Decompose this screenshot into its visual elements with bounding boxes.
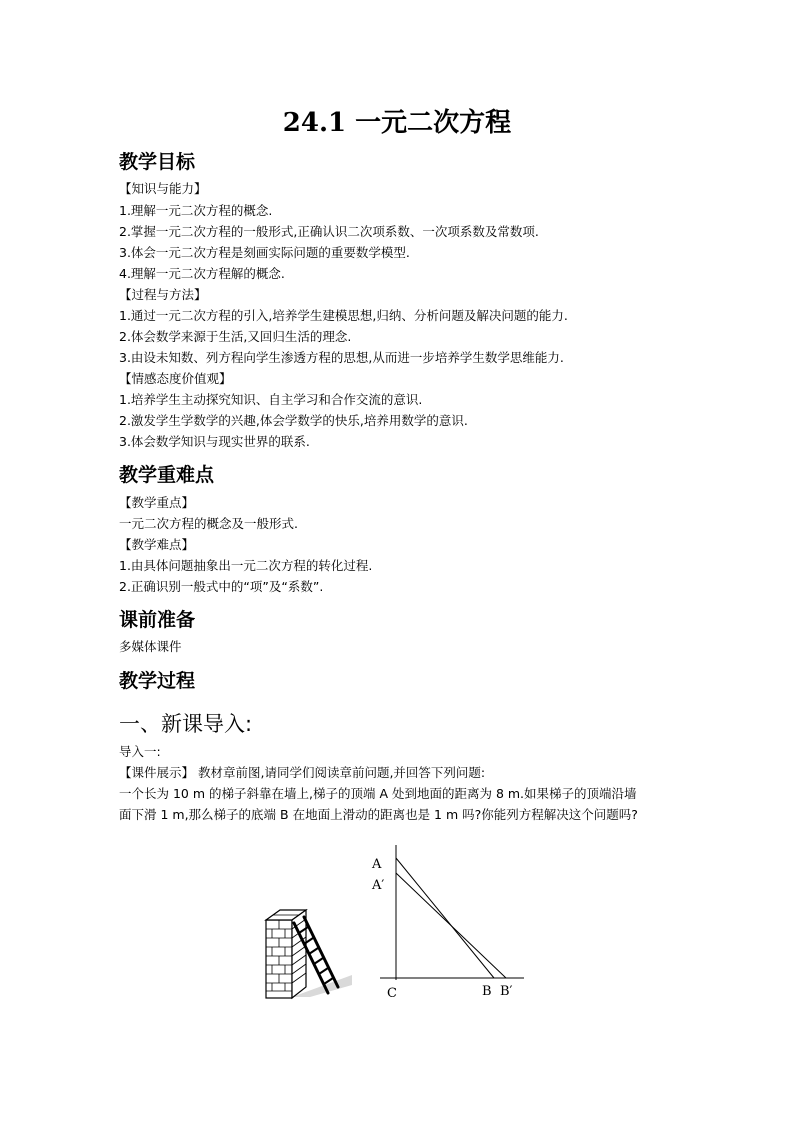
process-item: 2.体会数学来源于生活,又回归生活的理念. xyxy=(119,329,352,344)
prep-text: 多媒体课件 xyxy=(119,639,182,654)
page-title: 24.1 一元二次方程 xyxy=(282,108,512,138)
process-item: 3.由设未知数、列方程向学生渗透方程的思想,从而进一步培养学生数学思维能力. xyxy=(119,350,564,365)
new-lesson-heading: 一、新课导入: xyxy=(119,712,253,736)
knowledge-heading: 【知识与能力】 xyxy=(119,181,207,196)
problem-line: 一个长为 10 m 的梯子斜靠在墙上,梯子的顶端 A 处到地面的距离为 8 m.如果梯子的顶端沿墙 xyxy=(119,786,637,801)
difficult-heading: 【教学难点】 xyxy=(119,537,195,552)
emotion-item: 2.激发学生学数学的兴趣,体会学数学的快乐,培养用数学的意识. xyxy=(119,413,468,428)
difficult-item: 2.正确识别一般式中的“项”及“系数”. xyxy=(119,579,324,594)
ladder-figure xyxy=(250,845,550,1005)
teaching-process-heading: 教学过程 xyxy=(119,670,196,692)
brick-wall-illustration xyxy=(266,910,352,998)
knowledge-item: 3.体会一元二次方程是刻画实际问题的重要数学模型. xyxy=(119,245,410,260)
label-a: A xyxy=(372,857,382,872)
key-point-heading: 【教学重点】 xyxy=(119,495,195,510)
label-b: B xyxy=(482,984,492,999)
courseware-line: 【课件展示】 教材章前图,请同学们阅读章前问题,并回答下列问题: xyxy=(119,765,486,780)
label-a-prime: A′ xyxy=(372,878,385,893)
key-difficulty-heading: 教学重难点 xyxy=(119,464,215,486)
emotion-heading: 【情感态度价值观】 xyxy=(119,371,232,386)
goals-heading: 教学目标 xyxy=(119,151,196,173)
knowledge-item: 2.掌握一元二次方程的一般形式,正确认识二次项系数、一次项系数及常数项. xyxy=(119,224,539,239)
knowledge-item: 4.理解一元二次方程解的概念. xyxy=(119,266,285,281)
process-item: 1.通过一元二次方程的引入,培养学生建模思想,归纳、分析问题及解决问题的能力. xyxy=(119,308,568,323)
geometry-diagram xyxy=(380,845,524,980)
knowledge-item: 1.理解一元二次方程的概念. xyxy=(119,203,273,218)
label-c: C xyxy=(387,986,397,1001)
label-b-prime: B′ xyxy=(500,984,513,999)
intro-label: 导入一: xyxy=(119,744,161,759)
prep-heading: 课前准备 xyxy=(119,609,196,631)
emotion-item: 1.培养学生主动探究知识、自主学习和合作交流的意识. xyxy=(119,392,423,407)
difficult-item: 1.由具体问题抽象出一元二次方程的转化过程. xyxy=(119,558,373,573)
problem-line: 面下滑 1 m,那么梯子的底端 B 在地面上滑动的距离也是 1 m 吗?你能列方程解决这个问题吗? xyxy=(119,807,638,822)
emotion-item: 3.体会数学知识与现实世界的联系. xyxy=(119,434,310,449)
process-heading: 【过程与方法】 xyxy=(119,287,207,302)
key-point-text: 一元二次方程的概念及一般形式. xyxy=(119,516,298,531)
